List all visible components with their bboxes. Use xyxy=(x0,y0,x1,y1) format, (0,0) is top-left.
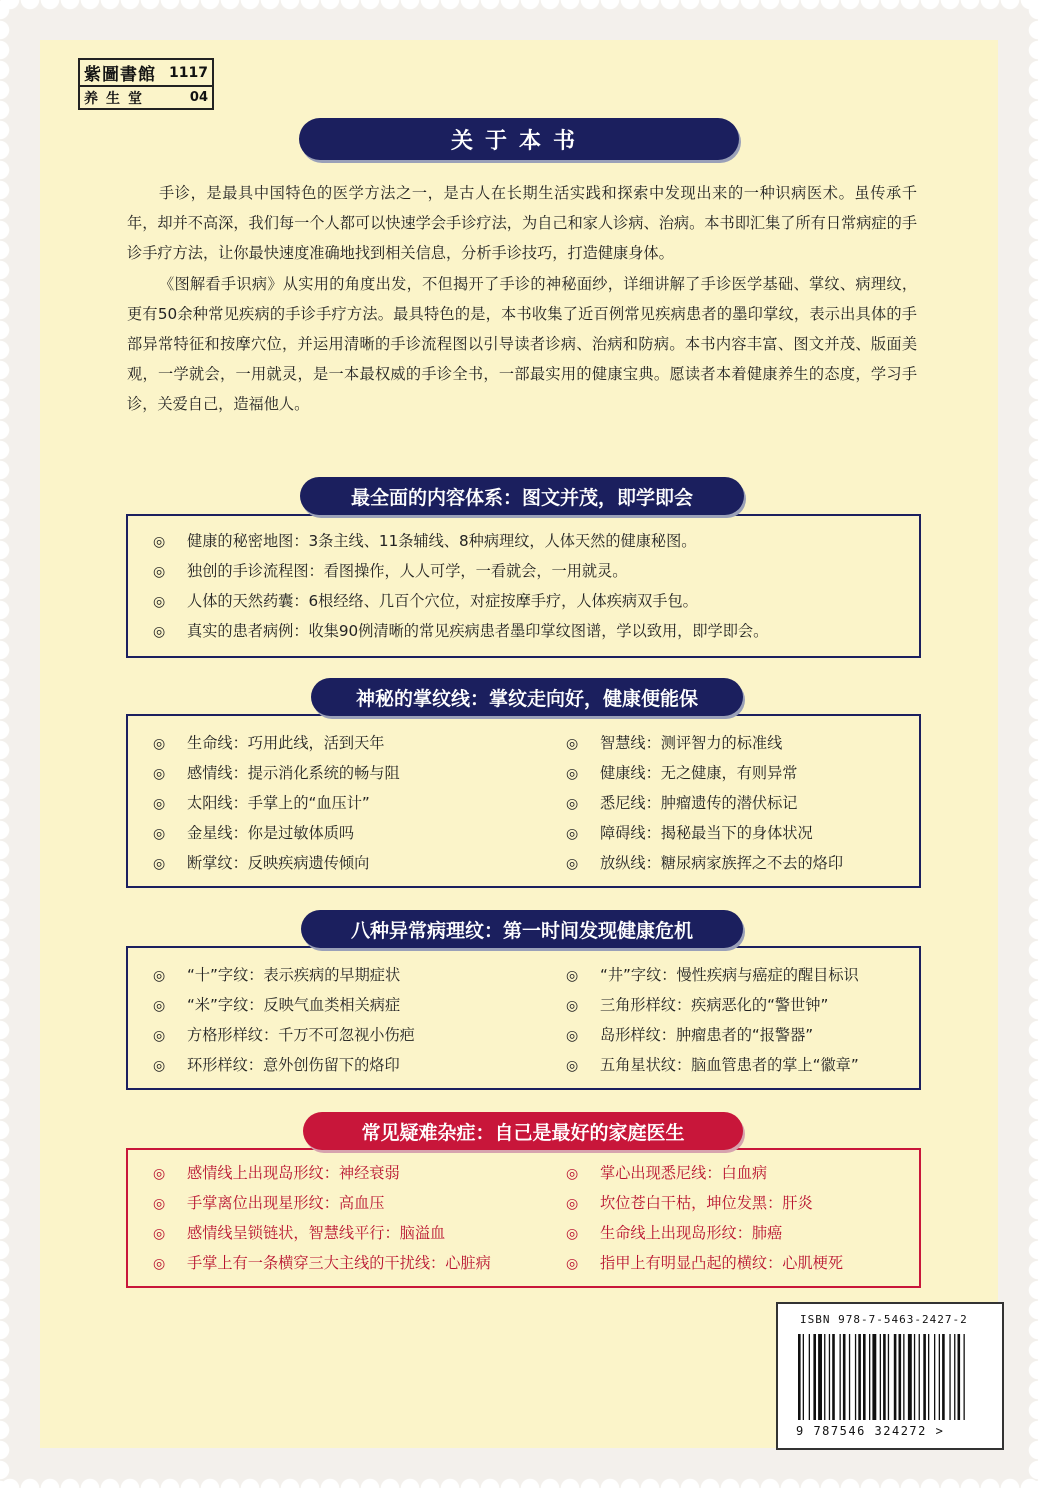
list-item: ◎ 手掌离位出现星形纹：高血压 xyxy=(153,1194,385,1212)
barcode-number: 9 787546 324272 > xyxy=(796,1424,945,1438)
bullet-icon: ◎ xyxy=(153,1028,166,1044)
list-item: ◎ 断掌纹：反映疾病遗传倾向 xyxy=(153,854,370,872)
bullet-icon: ◎ xyxy=(566,1058,579,1074)
bullet-icon: ◎ xyxy=(153,998,166,1014)
list-item: ◎ 智慧线：测评智力的标准线 xyxy=(566,734,783,752)
bullet-icon: ◎ xyxy=(153,796,166,812)
bullet-icon: ◎ xyxy=(566,826,579,842)
publisher-name: 紫圖書館 xyxy=(84,65,156,85)
bullet-icon: ◎ xyxy=(566,736,579,752)
list-item: ◎ 环形样纹：意外创伤留下的烙印 xyxy=(153,1056,400,1074)
bullet-icon: ◎ xyxy=(566,1166,579,1182)
list-item: ◎ “米”字纹：反映气血类相关病症 xyxy=(153,996,401,1014)
bullet-icon: ◎ xyxy=(566,1256,579,1272)
list-item: ◎ 健康线：无之健康，有则异常 xyxy=(566,764,798,782)
list-item: ◎ 坎位苍白干枯，坤位发黑：肝炎 xyxy=(566,1194,813,1212)
bullet-icon: ◎ xyxy=(566,998,579,1014)
list-item: ◎ 障碍线：揭秘最当下的身体状况 xyxy=(566,824,813,842)
barcode-icon xyxy=(796,1334,986,1422)
bullet-icon: ◎ xyxy=(153,1196,166,1212)
bullet-icon: ◎ xyxy=(153,624,166,640)
bullet-icon: ◎ xyxy=(566,1028,579,1044)
list-item: ◎ 岛形样纹：肿瘤患者的“报警器” xyxy=(566,1026,814,1044)
publisher-logo xyxy=(78,58,214,110)
bullet-icon: ◎ xyxy=(153,736,166,752)
list-item: ◎ “井”字纹：慢性疾病与癌症的醒目标识 xyxy=(566,966,859,984)
list-item: ◎ 悉尼线：肿瘤遗传的潜伏标记 xyxy=(566,794,798,812)
perforation-right xyxy=(1018,0,1038,1488)
list-item: ◎ 太阳线：手掌上的“血压计” xyxy=(153,794,370,812)
intro-paragraph: 手诊，是最具中国特色的医学方法之一，是古人在长期生活实践和探索中发现出来的一种识病医术。虽传承千年，却并不高深，我们每一个人都可以快速学会手诊疗法，为自己和家人诊病、治病。本书即汇集了所有日常病症的手诊手疗方法，让你最快速度准确地找到相关信息，分析手诊技巧，打造健康身体。 xyxy=(127,184,917,263)
bullet-icon: ◎ xyxy=(153,968,166,984)
list-item: ◎ 三角形样纹：疾病恶化的“警世钟” xyxy=(566,996,829,1014)
bullet-icon: ◎ xyxy=(153,1166,166,1182)
section-title: 神秘的掌纹线：掌纹走向好，健康便能保 xyxy=(311,678,743,716)
list-item: ◎ 方格形样纹：千万不可忽视小伤疤 xyxy=(153,1026,415,1044)
bullet-icon: ◎ xyxy=(566,968,579,984)
bullet-icon: ◎ xyxy=(153,1226,166,1242)
bullet-icon: ◎ xyxy=(566,1196,579,1212)
list-item: ◎ 五角星状纹：脑血管患者的掌上“徽章” xyxy=(566,1056,859,1074)
section-title: 最全面的内容体系：图文并茂，即学即会 xyxy=(300,477,744,515)
section-title: 常见疑难杂症：自己是最好的家庭医生 xyxy=(303,1112,743,1150)
about-title: 关于本书 xyxy=(299,118,739,160)
bullet-icon: ◎ xyxy=(153,594,166,610)
bullet-icon: ◎ xyxy=(566,856,579,872)
list-item: ◎ 生命线：巧用此线，活到天年 xyxy=(153,734,385,752)
isbn-label: ISBN 978-7-5463-2427-2 xyxy=(800,1313,968,1326)
list-item: ◎ 指甲上有明显凸起的横纹：心肌梗死 xyxy=(566,1254,843,1272)
bullet-icon: ◎ xyxy=(153,766,166,782)
section-title: 八种异常病理纹：第一时间发现健康危机 xyxy=(301,910,743,948)
list-item: ◎ 金星线：你是过敏体质吗 xyxy=(153,824,355,842)
perforation-top xyxy=(0,0,1038,20)
bullet-icon: ◎ xyxy=(566,766,579,782)
list-item: ◎ “十”字纹：表示疾病的早期症状 xyxy=(153,966,401,984)
publisher-number: 1117 xyxy=(169,64,208,81)
list-item: ◎ 真实的患者病例：收集90例清晰的常见疾病患者墨印掌纹图谱，学以致用，即学即会。 xyxy=(153,622,769,640)
list-item: ◎ 独创的手诊流程图：看图操作，人人可学，一看就会，一用就灵。 xyxy=(153,562,628,580)
bullet-icon: ◎ xyxy=(566,1226,579,1242)
series-number: 04 xyxy=(189,90,208,105)
list-item: ◎ 生命线上出现岛形纹：肺癌 xyxy=(566,1224,783,1242)
list-item: ◎ 手掌上有一条横穿三大主线的干扰线：心脏病 xyxy=(153,1254,491,1272)
bullet-icon: ◎ xyxy=(153,534,166,550)
perforation-bottom xyxy=(0,1468,1038,1488)
bullet-icon: ◎ xyxy=(153,1256,166,1272)
bullet-icon: ◎ xyxy=(153,856,166,872)
bullet-icon: ◎ xyxy=(153,826,166,842)
list-item: ◎ 感情线：提示消化系统的畅与阻 xyxy=(153,764,400,782)
list-item: ◎ 健康的秘密地图：3条主线、11条辅线、8种病理纹，人体天然的健康秘图。 xyxy=(153,532,697,550)
intro-paragraph: 《图解看手识病》从实用的角度出发，不但揭开了手诊的神秘面纱，详细讲解了手诊医学基础、掌纹、病理纹，更有50余种常见疾病的手诊手疗方法。最具特色的是，本书收集了近百例常见疾病患者的墨印掌纹，表示出具体的手部异常特征和按摩穴位，并运用清晰的手诊流程图以引导读者诊病、治病和防病。本书内容丰富、图文并茂、版面美观，一学就会，一用就灵，是一本最权威的手诊全书，一部最实用的健康宝典。愿读者本着健康养生的态度，学习手诊，关爱自己，造福他人。 xyxy=(127,274,917,414)
list-item: ◎ 感情线上出现岛形纹：神经衰弱 xyxy=(153,1164,400,1182)
bullet-icon: ◎ xyxy=(153,1058,166,1074)
list-item: ◎ 感情线呈锁链状，智慧线平行：脑溢血 xyxy=(153,1224,446,1242)
perforation-left xyxy=(0,0,20,1488)
bullet-icon: ◎ xyxy=(566,796,579,812)
bullet-icon: ◎ xyxy=(153,564,166,580)
list-item: ◎ 掌心出现悉尼线：白血病 xyxy=(566,1164,768,1182)
list-item: ◎ 人体的天然药囊：6根经络、几百个穴位，对症按摩手疗，人体疾病双手包。 xyxy=(153,592,698,610)
intro-text xyxy=(127,178,917,420)
list-item: ◎ 放纵线：糖尿病家族挥之不去的烙印 xyxy=(566,854,843,872)
series-name: 养生堂 xyxy=(84,90,150,107)
